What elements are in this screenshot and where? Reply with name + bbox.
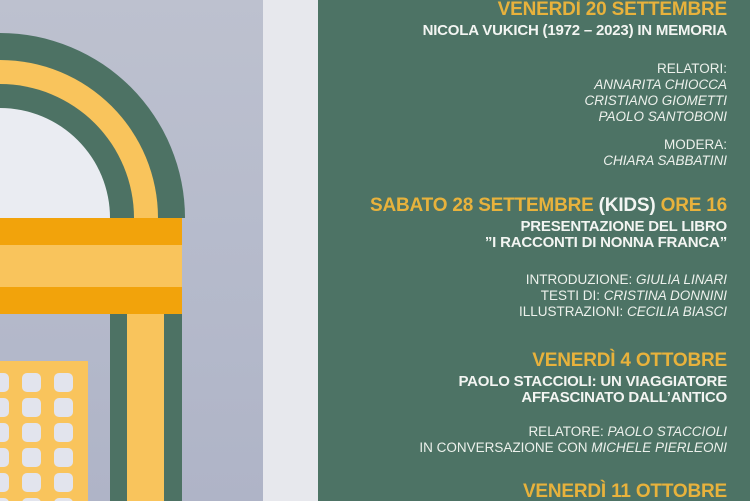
event-subtitle: AFFASCINATO DALL’ANTICO <box>521 389 727 406</box>
grille-dot <box>0 373 9 392</box>
event-subtitle: PAOLO STACCIOLI: UN VIAGGIATORE <box>458 373 727 390</box>
event-date-title <box>318 481 727 501</box>
grille-dot <box>54 473 73 492</box>
grille-dot <box>0 448 9 467</box>
credits-group <box>318 272 727 320</box>
grille-dot <box>0 398 9 417</box>
grille-dot <box>22 473 41 492</box>
leg-stripe-green-left <box>110 314 127 501</box>
event-date-text: VENERDÌ 4 OTTOBRE <box>532 350 727 371</box>
moderator-group <box>318 137 727 169</box>
detail-line: CRISTIANO GIOMETTI <box>584 93 727 108</box>
event-section-11-ottobre <box>318 481 727 501</box>
event-section-20-settembre <box>318 0 727 169</box>
grille-dot <box>54 373 73 392</box>
event-date-title <box>318 0 727 20</box>
detail-line: PAOLO SANTOBONI <box>598 109 727 124</box>
event-subtitle: NICOLA VUKICH (1972 – 2023) IN MEMORIA <box>422 22 727 39</box>
grille-dot <box>22 373 41 392</box>
light-vertical-stripe <box>263 0 318 501</box>
grille-dot <box>54 448 73 467</box>
illustration-panel <box>0 0 318 501</box>
event-subtitle: PRESENTAZIONE DEL LIBRO <box>520 218 727 235</box>
event-subtitle: ”I RACCONTI DI NONNA FRANCA” <box>484 234 727 251</box>
event-time-text: ORE 16 <box>660 195 727 216</box>
detail-line: CHIARA SABBATINI <box>603 153 727 168</box>
speakers-group <box>318 424 727 456</box>
grille-dot <box>54 423 73 442</box>
jukebox-arch-icon <box>0 33 186 218</box>
grille-dot <box>0 423 9 442</box>
speakers-group <box>318 61 727 125</box>
detail-line: INTRODUZIONE: GIULIA LINARI <box>525 272 727 287</box>
grille-dot <box>54 398 73 417</box>
event-details <box>318 61 727 169</box>
event-date-title <box>318 350 727 371</box>
detail-line: IN CONVERSAZIONE CON MICHELE PIERLEONI <box>419 440 727 455</box>
kids-tag: (KIDS) <box>598 195 661 216</box>
event-date-title <box>318 195 727 216</box>
detail-line: TESTI DI: CRISTINA DONNINI <box>540 288 727 303</box>
event-date-text: VENERDÌ 11 OTTOBRE <box>522 481 727 501</box>
crossband-yellow <box>0 245 182 287</box>
event-section-28-settembre <box>318 195 727 320</box>
grille-dot <box>22 448 41 467</box>
leg-stripe-green-right <box>164 314 182 501</box>
crossband-orange-bottom <box>0 287 182 314</box>
detail-line: RELATORI: <box>656 61 727 76</box>
speaker-grille-icon <box>0 361 88 501</box>
grille-dot <box>22 398 41 417</box>
detail-line: ILLUSTRAZIONI: CECILIA BIASCI <box>518 304 727 319</box>
leg-stripe-yellow <box>127 314 164 501</box>
grille-dot <box>22 423 41 442</box>
detail-line: RELATORE: PAOLO STACCIOLI <box>528 424 727 439</box>
event-date-text: SABATO 28 SETTEMBRE <box>370 195 599 216</box>
detail-line: MODERA: <box>663 137 727 152</box>
crossband-orange-top <box>0 218 182 245</box>
events-panel <box>318 0 750 501</box>
event-details <box>318 424 727 456</box>
event-date-text: VENERDÌ 20 SETTEMBRE <box>497 0 727 20</box>
grille-dot-grid <box>0 373 73 501</box>
detail-line: ANNARITA CHIOCCA <box>594 77 727 92</box>
grille-dot <box>0 473 9 492</box>
event-details <box>318 272 727 320</box>
event-section-4-ottobre <box>318 350 727 456</box>
